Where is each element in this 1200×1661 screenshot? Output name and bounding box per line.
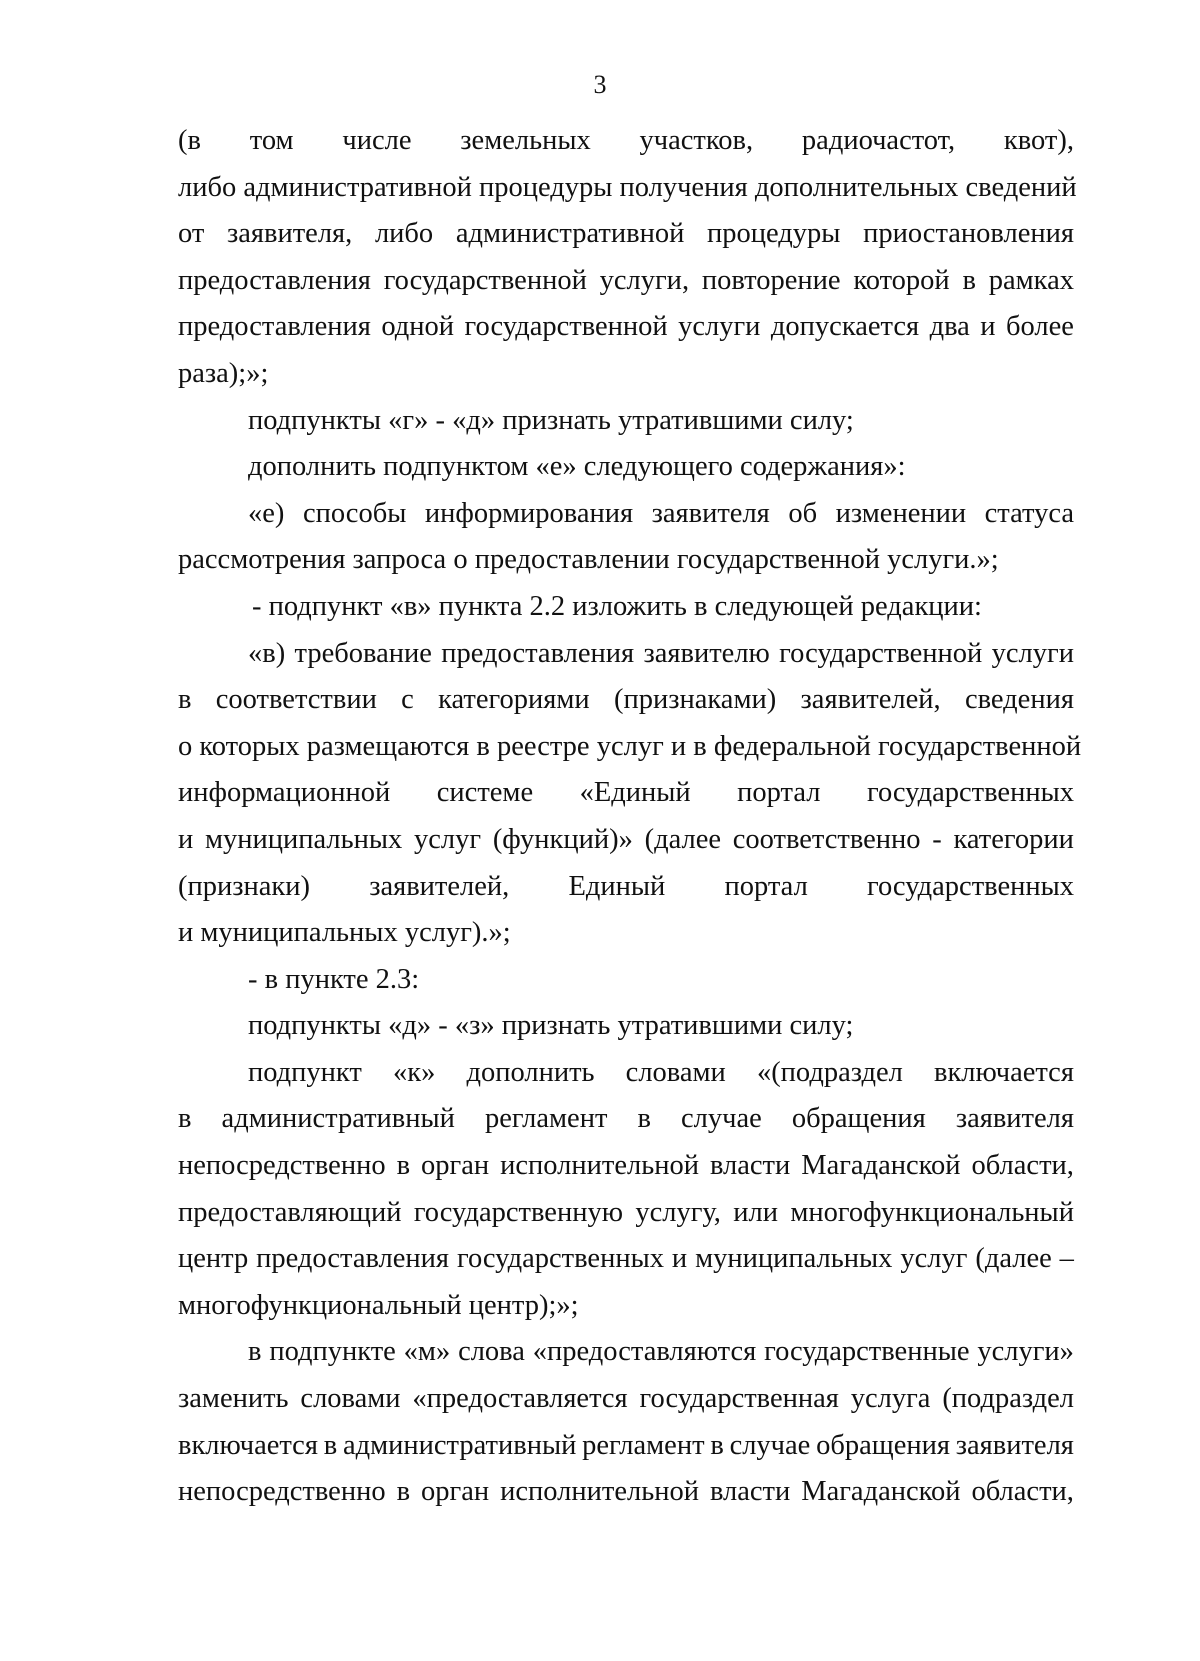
word: «предоставляется (412, 1383, 628, 1415)
word: области, (971, 1476, 1074, 1508)
text-line (178, 677, 1074, 724)
text-line (178, 1190, 1074, 1237)
word: категориями (438, 684, 590, 716)
word: дополнить (466, 1056, 595, 1088)
word: «м» (403, 1336, 451, 1368)
word: административной (455, 218, 685, 250)
word: услуги (678, 311, 761, 343)
text-line (178, 211, 1074, 258)
word: изменении (835, 497, 967, 529)
word: приостановления (863, 218, 1074, 250)
text-line: многофункциональный центр);»; (178, 1289, 579, 1321)
word: портал (724, 870, 808, 902)
word: предоставления (178, 264, 371, 296)
word: информационной (178, 777, 391, 809)
word: в (637, 1103, 651, 1135)
word: от (178, 218, 205, 250)
word: государственной (464, 311, 668, 343)
word: услуги, (599, 264, 690, 296)
word: орган (421, 1150, 490, 1182)
word: либо (374, 218, 434, 250)
word: допускается (770, 311, 920, 343)
word: государственных (456, 1243, 664, 1275)
word: включается (934, 1056, 1074, 1088)
word: Магаданской (801, 1150, 961, 1182)
text-line (178, 1423, 1074, 1470)
word: «к» (393, 1056, 436, 1088)
word: – (1059, 1243, 1074, 1275)
word: процедуры (706, 218, 841, 250)
word: (признаками) (613, 684, 777, 716)
word: заявителю (643, 637, 770, 669)
word: соответствии (215, 684, 377, 716)
word: одной (381, 311, 455, 343)
word: в (396, 1476, 411, 1508)
word: словами (625, 1056, 726, 1088)
word: центр (178, 1243, 249, 1275)
word: сведения (964, 684, 1074, 716)
word: услуг (900, 1243, 968, 1275)
word: повторение (701, 264, 841, 296)
word: которой (853, 264, 950, 296)
word: (далее (975, 1243, 1052, 1275)
word: в (962, 264, 976, 296)
word: участков, (639, 125, 754, 156)
text-line (178, 864, 1074, 911)
word: заявителя (651, 497, 770, 529)
text-line (178, 1236, 1074, 1283)
word: (в (178, 125, 201, 156)
word: услуг (414, 823, 482, 855)
text-line (178, 491, 1074, 538)
word: случае (681, 1103, 762, 1135)
word: заявителя, (227, 218, 353, 250)
text-line (178, 304, 1074, 351)
word: в (710, 1429, 724, 1461)
word: Единый (568, 870, 666, 902)
word: или (733, 1196, 778, 1228)
word: том (249, 125, 294, 156)
word: включается (178, 1429, 318, 1461)
text-line (178, 817, 1074, 864)
word: «в) (248, 637, 286, 669)
word: государственную (413, 1196, 623, 1228)
word: регламент (582, 1429, 705, 1461)
word: непосредственно (178, 1476, 386, 1508)
word: регламент (485, 1103, 608, 1135)
text-line (178, 1469, 1074, 1516)
word: государственная (639, 1383, 839, 1415)
word: Магаданской (801, 1476, 961, 1508)
word: орган (421, 1476, 490, 1508)
text-line: дополнить подпунктом «е» следующего содержания»: (248, 451, 906, 483)
word: (подраздел (942, 1383, 1074, 1415)
word: (функций)» (492, 823, 633, 855)
word: «е) (248, 497, 285, 529)
word: два (929, 311, 970, 343)
word: радиочастот, (801, 125, 956, 156)
word: «Единый (579, 777, 691, 809)
word: (далее (644, 823, 722, 855)
word: в (178, 684, 192, 716)
word: системе (436, 777, 534, 809)
word: категории (953, 823, 1074, 855)
word: услугу, (635, 1196, 721, 1228)
word: государственных (866, 777, 1074, 809)
word: обращения (791, 1103, 926, 1135)
word: числе (342, 125, 412, 156)
word: подпункте (269, 1336, 396, 1368)
word: услуга (850, 1383, 931, 1415)
word: «(подраздел (756, 1056, 903, 1088)
text-line (178, 1143, 1074, 1190)
page-number: 3 (593, 70, 607, 99)
word: предоставляющий (178, 1196, 402, 1228)
body-text (178, 118, 1082, 1516)
text-line (178, 1050, 1074, 1097)
text-line (178, 1376, 1074, 1423)
word: земельных (460, 125, 591, 156)
text-line: раза);»; (178, 357, 269, 389)
word: способы (302, 497, 407, 529)
text-line: о которых размещаются в реестре услуг и в федеральной государственной (178, 730, 1082, 762)
text-line (178, 631, 1074, 678)
text-line: подпункты «д» - «з» признать утратившими силу; (248, 1010, 854, 1042)
word: информирования (424, 497, 634, 529)
word: рамках (988, 264, 1074, 296)
word: в (178, 1103, 192, 1135)
word: исполнительной (500, 1476, 699, 1508)
text-line: либо административной процедуры получения дополнительных сведений (178, 171, 1077, 203)
word: государственные (764, 1336, 970, 1368)
word: словами (300, 1383, 401, 1415)
word: услуги» (977, 1336, 1074, 1368)
word: государственной (383, 264, 587, 296)
word: заявителя (955, 1429, 1074, 1461)
word: «предоставляются (532, 1336, 757, 1368)
word: более (1006, 311, 1074, 343)
word: заявителей, (369, 870, 510, 902)
word: услуги (991, 637, 1074, 669)
word: слова (458, 1336, 525, 1368)
word: об (788, 497, 818, 529)
word: случае (729, 1429, 811, 1461)
word: и (980, 311, 996, 343)
word: (признаки) (178, 870, 310, 902)
word: муниципальных (204, 823, 403, 855)
text-line: подпункты «г» - «д» признать утратившими силу; (248, 404, 854, 436)
word: заменить (178, 1383, 289, 1415)
word: заявителей, (800, 684, 941, 716)
text-line (178, 118, 1074, 165)
word: административный (342, 1429, 577, 1461)
text-line (178, 770, 1074, 817)
word: подпункт (248, 1056, 362, 1088)
word: в (248, 1336, 262, 1368)
word: власти (709, 1150, 791, 1182)
text-line: - подпункт «в» пункта 2.2 изложить в следующей редакции: (252, 590, 982, 622)
word: квот), (1003, 125, 1074, 156)
word: непосредственно (178, 1150, 386, 1182)
word: государственной (779, 637, 983, 669)
word: многофункциональный (790, 1196, 1074, 1228)
text-line (178, 1096, 1074, 1143)
word: административный (221, 1103, 455, 1135)
word: портал (737, 777, 821, 809)
word: предоставления (256, 1243, 450, 1275)
word: требование (294, 637, 432, 669)
word: соответственно (732, 823, 921, 855)
word: в (396, 1150, 411, 1182)
word: исполнительной (500, 1150, 699, 1182)
word: с (401, 684, 414, 716)
word: муниципальных (695, 1243, 893, 1275)
word: в (323, 1429, 338, 1461)
word: власти (709, 1476, 791, 1508)
word: предоставления (178, 311, 371, 343)
word: статуса (984, 497, 1074, 529)
text-line: и муниципальных услуг).»; (178, 917, 511, 949)
text-line: рассмотрения запроса о предоставлении государственной услуги.»; (178, 544, 999, 576)
word: государственных (866, 870, 1074, 902)
word: обращения (816, 1429, 950, 1461)
word: области, (971, 1150, 1074, 1182)
word: предоставления (441, 637, 635, 669)
word: и (671, 1243, 688, 1275)
text-line (178, 1329, 1074, 1376)
text-line: - в пункте 2.3: (248, 963, 420, 995)
text-line (178, 258, 1074, 305)
word: заявителя (955, 1103, 1074, 1135)
word: - (932, 823, 942, 855)
word: и (178, 823, 194, 855)
